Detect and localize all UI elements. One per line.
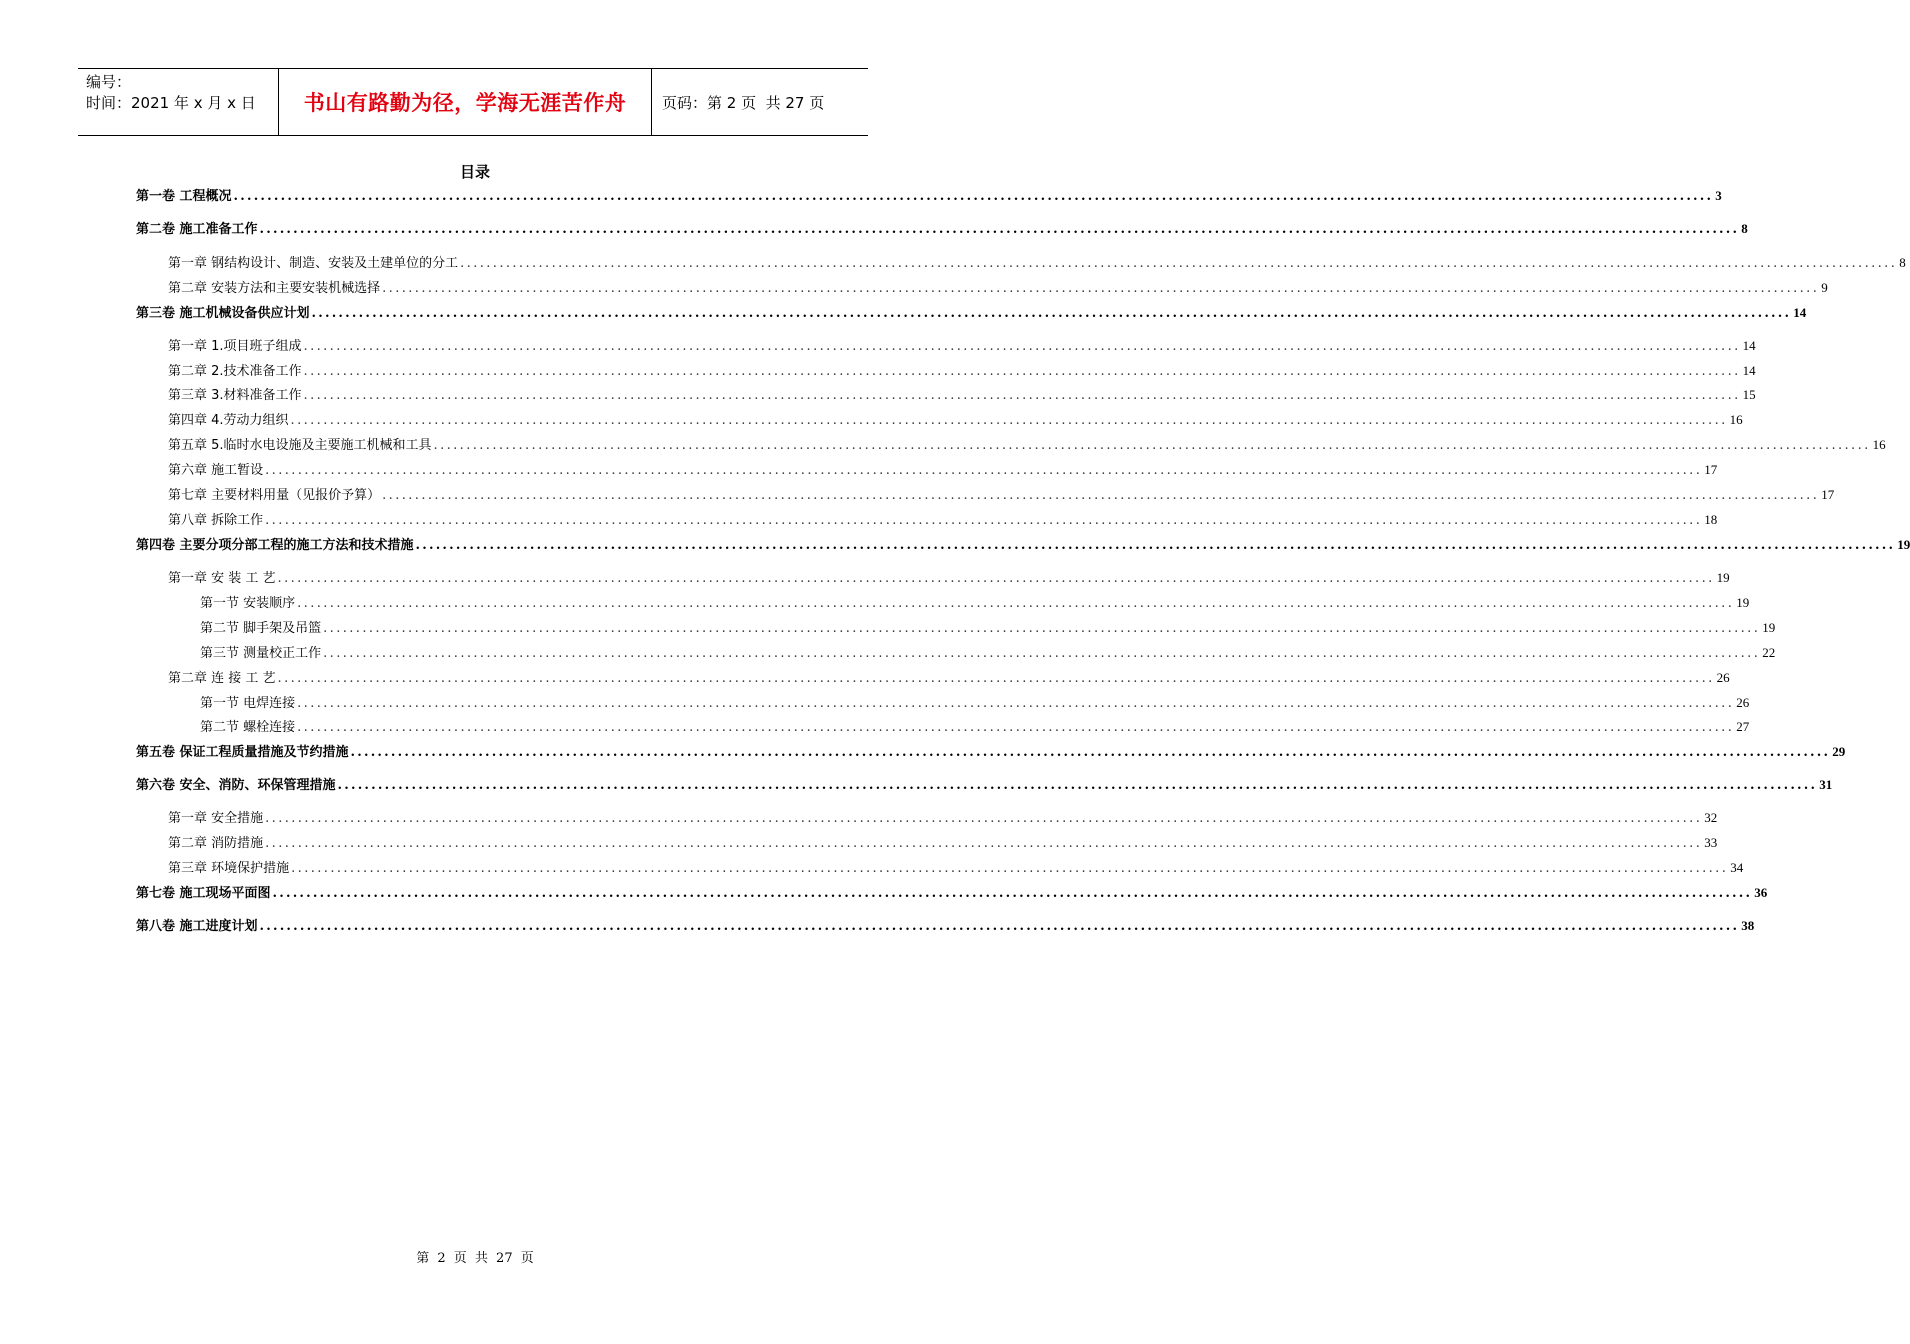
toc-entry-label: 第七卷 施工现场平面图 [136, 886, 271, 901]
toc-entry-page: 36 [1754, 885, 1768, 900]
toc-entry-label: 第一卷 工程概况 [136, 189, 232, 204]
toc-entry-page: 27 [1736, 719, 1750, 734]
toc-entry-page: 19 [1762, 620, 1776, 635]
toc-entry-page: 26 [1736, 695, 1750, 710]
toc-entry-label: 第六章 施工暂设 [168, 463, 264, 478]
toc-entry[interactable] [200, 694, 1750, 713]
toc-entry[interactable] [168, 436, 1886, 455]
toc-entry-label: 第二节 螺栓连接 [200, 720, 296, 735]
toc-leader-dots: ............................................................................................................................................................................................................................ [297, 696, 1735, 711]
toc-entry[interactable] [136, 304, 1807, 323]
toc-leader-dots: ............................................................................................................................................................................................................................ [337, 778, 1818, 793]
toc-entry-page: 15 [1742, 387, 1756, 402]
toc-entry-page: 8 [1741, 221, 1748, 236]
toc-leader-dots: ............................................................................................................................................................................................................................ [297, 596, 1735, 611]
page-header [78, 68, 868, 136]
document-date: 时间：2021 年 x 月 x 日 [86, 94, 256, 112]
toc-entry-label: 第六卷 安全、消防、环保管理措施 [136, 778, 336, 793]
toc-leader-dots: ............................................................................................................................................................................................................................ [297, 720, 1735, 735]
toc-entry-label: 第三节 测量校正工作 [200, 646, 322, 661]
toc-entry-page: 22 [1762, 645, 1776, 660]
toc-entry-label: 第五卷 保证工程质量措施及节约措施 [136, 745, 349, 760]
toc-entry[interactable] [200, 594, 1750, 613]
toc-entry-page: 18 [1704, 512, 1718, 527]
toc-leader-dots: ............................................................................................................................................................................................................................ [259, 222, 1740, 237]
toc-entry-page: 31 [1819, 777, 1833, 792]
toc-entry[interactable] [168, 834, 1718, 853]
toc-entry[interactable] [136, 884, 1768, 903]
toc-entry-page: 3 [1715, 188, 1722, 203]
toc-entry[interactable] [136, 536, 1910, 555]
toc-leader-dots: ............................................................................................................................................................................................................................ [277, 671, 1715, 686]
toc-leader-dots: ............................................................................................................................................................................................................................ [350, 745, 1831, 760]
toc-entry-label: 第三卷 施工机械设备供应计划 [136, 306, 310, 321]
toc-entry-label: 第三章 3.材料准备工作 [168, 388, 302, 403]
toc-entry[interactable] [168, 279, 1828, 298]
toc-entry-page: 14 [1793, 305, 1807, 320]
toc-leader-dots: ............................................................................................................................................................................................................................ [233, 189, 1714, 204]
toc-leader-dots: ............................................................................................................................................................................................................................ [259, 919, 1740, 934]
toc-entry-label: 第三章 环境保护措施 [168, 861, 290, 876]
toc-leader-dots: ............................................................................................................................................................................................................................ [290, 413, 1728, 428]
toc-entry[interactable] [136, 187, 1722, 206]
toc-entry[interactable] [168, 362, 1756, 381]
toc-entry[interactable] [136, 220, 1748, 239]
toc-entry[interactable] [200, 619, 1776, 638]
toc-leader-dots: ............................................................................................................................................................................................................................ [272, 886, 1753, 901]
toc-entry-page: 14 [1742, 363, 1756, 378]
toc-entry-label: 第二章 安装方法和主要安装机械选择 [168, 281, 381, 296]
toc-entry-label: 第一章 1.项目班子组成 [168, 339, 302, 354]
toc-entry-label: 第七章 主要材料用量（见报价予算） [168, 488, 381, 503]
toc-entry-label: 第一章 安全措施 [168, 811, 264, 826]
toc-entry-page: 19 [1716, 570, 1730, 585]
toc-leader-dots: ............................................................................................................................................................................................................................ [303, 364, 1741, 379]
document-code-label: 编号： [86, 73, 132, 91]
toc-entry-label: 第二章 连 接 工 艺 [168, 671, 276, 686]
toc-entry[interactable] [136, 776, 1833, 795]
toc-leader-dots: ............................................................................................................................................................................................................................ [303, 388, 1741, 403]
toc-leader-dots: ............................................................................................................................................................................................................................ [323, 646, 1761, 661]
toc-leader-dots: ............................................................................................................................................................................................................................ [415, 538, 1896, 553]
toc-entry-label: 第一章 安 装 工 艺 [168, 571, 276, 586]
toc-entry-page: 38 [1741, 918, 1755, 933]
toc-entry[interactable] [136, 743, 1846, 762]
toc-entry-label: 第五章 5.临时水电设施及主要施工机械和工具 [168, 438, 432, 453]
toc-entry-page: 16 [1872, 437, 1886, 452]
toc-entry-label: 第八卷 施工进度计划 [136, 919, 258, 934]
toc-entry[interactable] [200, 718, 1750, 737]
toc-entry-page: 26 [1716, 670, 1730, 685]
toc-entry[interactable] [136, 917, 1755, 936]
toc-entry[interactable] [168, 511, 1718, 530]
toc-leader-dots: ............................................................................................................................................................................................................................ [460, 256, 1898, 271]
toc-leader-dots: ............................................................................................................................................................................................................................ [433, 438, 1871, 453]
toc-entry-page: 17 [1821, 487, 1835, 502]
toc-entry[interactable] [168, 486, 1835, 505]
toc-entry[interactable] [200, 644, 1776, 663]
toc-entry-label: 第二章 2.技术准备工作 [168, 364, 302, 379]
toc-entry-label: 第一节 电焊连接 [200, 696, 296, 711]
toc-entry-page: 34 [1730, 860, 1744, 875]
toc-title: 目录 [459, 163, 490, 181]
toc-entry-label: 第四章 4.劳动力组织 [168, 413, 289, 428]
toc-entry-page: 9 [1821, 280, 1828, 295]
toc-entry[interactable] [168, 254, 1906, 273]
toc-entry-page: 16 [1729, 412, 1743, 427]
toc-entry-page: 14 [1742, 338, 1756, 353]
toc-leader-dots: ............................................................................................................................................................................................................................ [265, 463, 1703, 478]
toc-entry-page: 19 [1736, 595, 1750, 610]
toc-entry[interactable] [168, 411, 1743, 430]
toc-leader-dots: ............................................................................................................................................................................................................................ [382, 488, 1820, 503]
toc-entry[interactable] [168, 386, 1756, 405]
header-meta [78, 69, 279, 135]
toc-leader-dots: ............................................................................................................................................................................................................................ [382, 281, 1820, 296]
toc-leader-dots: ............................................................................................................................................................................................................................ [323, 621, 1761, 636]
toc-entry[interactable] [168, 461, 1718, 480]
toc-entry[interactable] [168, 569, 1730, 588]
header-page-info [652, 69, 868, 135]
toc-leader-dots: ............................................................................................................................................................................................................................ [265, 811, 1703, 826]
toc-entry-page: 8 [1899, 255, 1906, 270]
toc-entry[interactable] [168, 809, 1718, 828]
toc-entry-label: 第一章 钢结构设计、制造、安装及土建单位的分工 [168, 256, 459, 271]
toc-entry-page: 33 [1704, 835, 1718, 850]
header-motto: 书山有路勤为径，学海无涯苦作舟 [279, 69, 652, 135]
toc-entry[interactable] [168, 859, 1744, 878]
toc-entry-label: 第一节 安装顺序 [200, 596, 296, 611]
toc-entry-label: 第二章 消防措施 [168, 836, 264, 851]
toc-leader-dots: ............................................................................................................................................................................................................................ [265, 513, 1703, 528]
header-page-text: 页码：第 2 页 共 27 页 [662, 93, 825, 112]
toc-entry-label: 第八章 拆除工作 [168, 513, 264, 528]
page-footer: 第 2 页 共 27 页 [416, 1251, 534, 1266]
toc-entry-page: 17 [1704, 462, 1718, 477]
toc-leader-dots: ............................................................................................................................................................................................................................ [265, 836, 1703, 851]
toc-entry-page: 29 [1832, 744, 1846, 759]
toc-entry-page: 19 [1897, 537, 1910, 552]
toc-entry-label: 第四卷 主要分项分部工程的施工方法和技术措施 [136, 538, 414, 553]
toc-entry[interactable] [168, 669, 1730, 688]
toc-leader-dots: ............................................................................................................................................................................................................................ [311, 306, 1792, 321]
toc-leader-dots: ............................................................................................................................................................................................................................ [291, 861, 1729, 876]
toc-leader-dots: ............................................................................................................................................................................................................................ [277, 571, 1715, 586]
toc-entry[interactable] [168, 337, 1756, 356]
toc-entry-label: 第二节 脚手架及吊篮 [200, 621, 322, 636]
toc-entry-label: 第二卷 施工准备工作 [136, 222, 258, 237]
toc-leader-dots: ............................................................................................................................................................................................................................ [303, 339, 1741, 354]
toc-entry-page: 32 [1704, 810, 1718, 825]
